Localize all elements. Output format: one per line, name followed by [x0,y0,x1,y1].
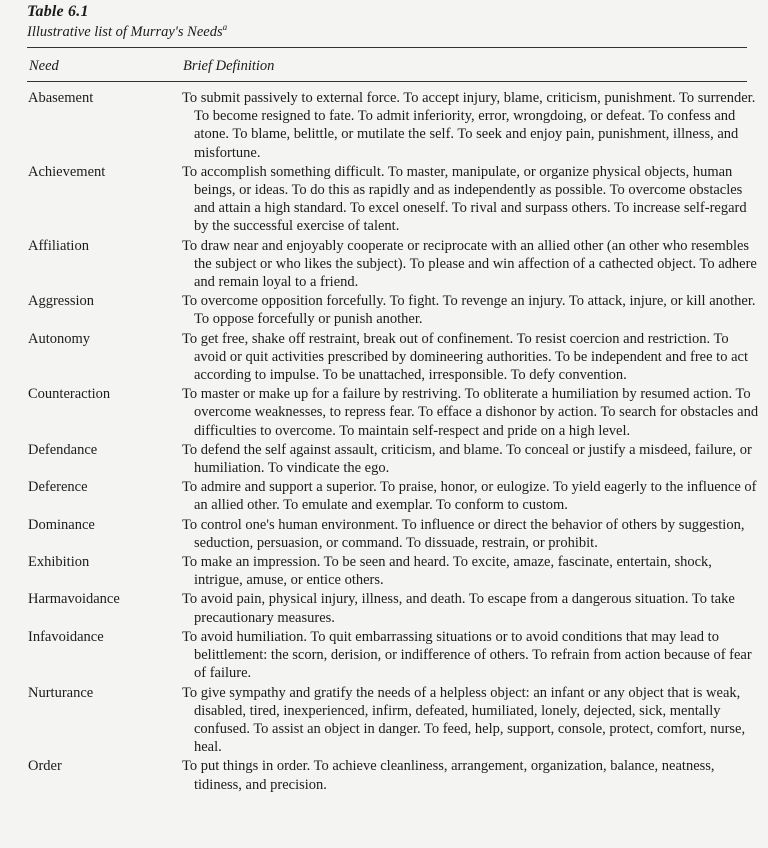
table-row [0,478,768,514]
need-term: Achievement [28,163,106,180]
need-term: Aggression [28,293,95,310]
table-row [0,684,768,757]
table-row [0,628,768,683]
table-row [0,757,768,793]
header-rule [27,81,747,82]
need-definition: To defend the self against assault, criticism, and blame. To conceal or justify a misdeed, failure, or humiliation. To vindicate the ego. [182,441,752,477]
table-number: Table 6.1 [27,3,89,20]
top-rule [27,47,747,48]
need-term: Affiliation [28,237,89,254]
table-caption [27,24,227,41]
need-definition: To give sympathy and gratify the needs of a helpless object: an infant or any object that is weak, disabled, tired, inexperienced, infirm, defeated, humiliated, lonely, dejected, sick, mentally confused. To assist an object in danger. To feed, help, support, console, protect, comfort, nurse, heal. [182,684,746,756]
table-row [0,237,768,292]
need-definition: To make an impression. To be seen and heard. To excite, amaze, fascinate, entertain, shock, intrigue, amuse, or entice others. [182,554,712,589]
need-term: Exhibition [28,554,90,571]
need-definition: To master or make up for a failure by restriving. To obliterate a humiliation by resumed action. To overcome weaknesses, to repress fear. To efface a dishonor by action. To search for obstacles and difficulties to overcome. To maintain self-respect and pride on a high level. [182,386,759,439]
need-term: Autonomy [28,330,91,347]
need-definition: To draw near and enjoyably cooperate or reciprocate with an allied other (an other who resembles the subject or who likes the subject). To please and win affection of a cathected object. To adhere and remain loyal to a friend. [182,237,757,291]
need-term: Dominance [28,516,95,533]
table-row [0,385,768,440]
column-header-definition: Brief Definition [183,58,275,74]
need-definition: To accomplish something difficult. To master, manipulate, or organize physical objects, human beings, or ideas. To do this as rapidly and as independently as possible. To overcome obstacles and attain a high standard. To excel oneself. To rival and surpass others. To increase self-regard by the successful exercise of talent. [182,163,747,235]
table-row [0,89,768,162]
need-definition: To get free, shake off restraint, break out of confinement. To resist coercion and restriction. To avoid or quit activities prescribed by domineering authorities. To be independent and free to act according to impulse. To be unattached, irresponsible. To defy convention. [182,330,748,384]
need-term: Abasement [28,90,94,106]
needs-table-body [0,89,768,794]
table-row [0,292,768,328]
need-term: Infavoidance [28,628,104,645]
table-row [0,516,768,552]
need-definition: To control one's human environment. To influence or direct the behavior of others by suggestion, seduction, persuasion, or command. To dissuade, restrain, or prohibit. [182,516,745,551]
need-definition: To avoid humiliation. To quit embarrassing situations or to avoid conditions that may lead to belittlement: the scorn, derision, or indifference of others. To refrain from action because of fear of failure. [182,628,752,682]
table-row [0,441,768,477]
need-term: Nurturance [28,684,94,701]
need-definition: To submit passively to external force. To accept injury, blame, criticism, punishment. To surrender. To become resigned to fate. To admit inferiority, error, wrongdoing, or defeat. To confess and atone. To blame, belittle, or mutilate the self. To seek and enjoy pain, punishment, illness, and misfortune. [182,90,756,161]
table-row [0,590,768,626]
need-term: Counteraction [28,386,111,403]
table-row [0,330,768,385]
need-term: Harmavoidance [28,591,120,608]
caption-text: Illustrative list of Murray's Needs [27,24,223,40]
need-definition: To overcome opposition forcefully. To fight. To revenge an injury. To attack, injure, or kill another. To oppose forcefully or punish another. [182,293,756,328]
need-term: Defendance [28,441,98,458]
caption-footnote-marker: a [222,22,228,32]
column-header-need: Need [29,58,59,74]
need-term: Order [28,758,62,775]
table-row [0,553,768,589]
need-definition: To put things in order. To achieve cleanliness, arrangement, organization, balance, neatness, tidiness, and precision. [182,758,715,793]
need-term: Deference [28,479,88,496]
table-row [0,163,768,236]
need-definition: To avoid pain, physical injury, illness, and death. To escape from a dangerous situation. To take precautionary measures. [182,591,735,626]
need-definition: To admire and support a superior. To praise, honor, or eulogize. To yield eagerly to the influence of an allied other. To emulate and exemplar. To conform to custom. [182,479,757,514]
